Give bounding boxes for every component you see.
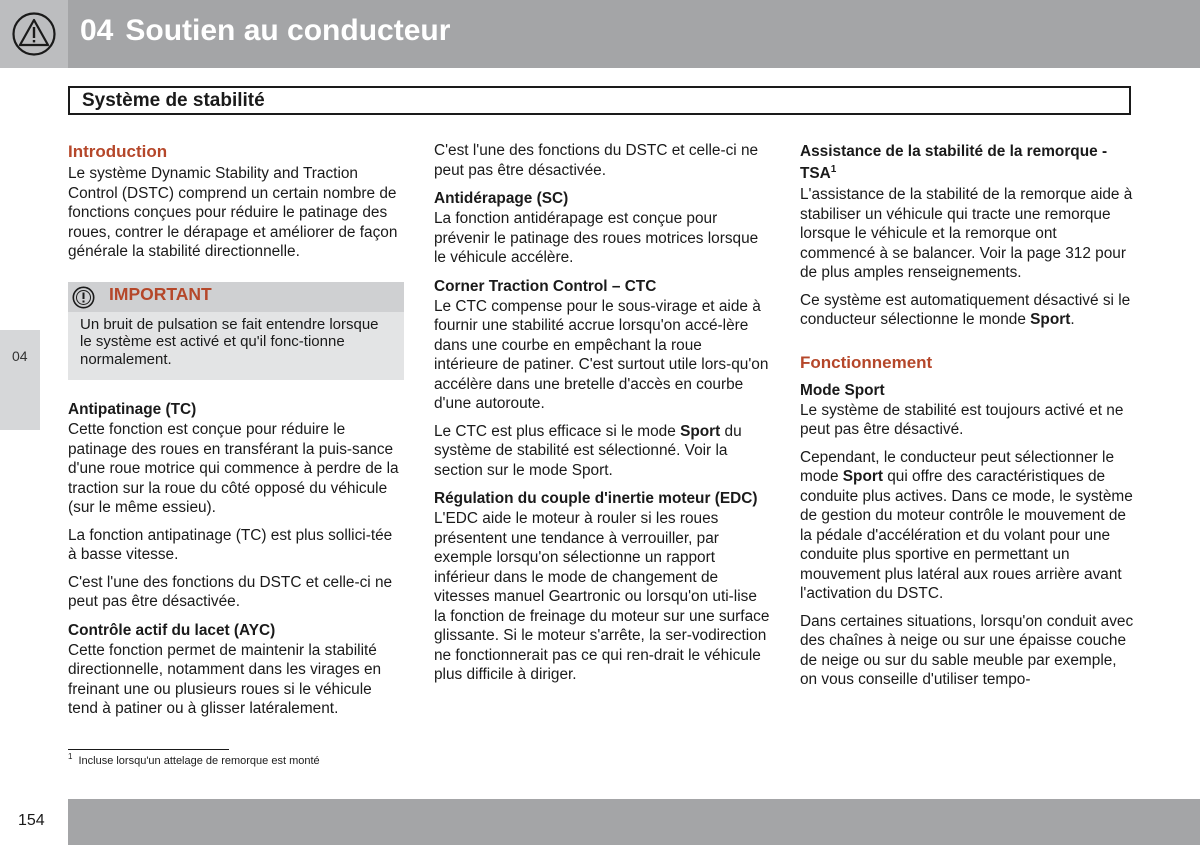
exclamation-circle-icon <box>72 286 95 309</box>
important-header <box>68 282 404 312</box>
sport-text-1: Le système de stabilité est toujours activé et ne peut pas être désactivé. <box>800 401 1124 438</box>
tsa-heading-text: Assistance de la stabilité de la remorque - TSA <box>800 143 1108 182</box>
column-2 <box>434 141 770 693</box>
sc-heading: Antidérapage (SC) <box>434 190 569 207</box>
important-label: IMPORTANT <box>109 283 212 304</box>
chapter-title-text: Soutien au conducteur <box>125 14 451 47</box>
ayc-text: Cette fonction permet de maintenir la stabilité directionnelle, notamment dans les virages en freinant une ou plusieurs roues si le véhicule tend à patiner ou à glisser latéralement. <box>68 641 382 717</box>
sport-text-2-part-a: Cependant, le conducteur peut sélectionner le mode <box>800 448 1115 485</box>
warning-triangle-icon <box>12 12 56 56</box>
tsa-text-2-part-a: Ce système est automatiquement désactivé si le conducteur sélectionne le monde <box>800 291 1131 328</box>
footnote-marker: 1 <box>68 752 73 762</box>
dstc-note-text: C'est l'une des fonctions du DSTC et celle-ci ne peut pas être désactivée. <box>434 142 759 179</box>
tsa-heading <box>800 141 1136 185</box>
header-icon-box <box>0 0 68 68</box>
fonctionnement-heading: Fonctionnement <box>800 352 933 372</box>
footnote <box>68 752 320 767</box>
ctc-heading: Corner Traction Control – CTC <box>434 277 657 295</box>
edc-text: L'EDC aide le moteur à rouler si les roues présentent une tendance à verrouiller, par exemple lorsqu'on sélectionne un rapport inférieur dans le mode de changement de vitesses manuel Geartronic ou lorsqu'on uti-lise la fonction de freinage du moteur sur une surface glissante. Si le moteur s'arrête, la ser-vodirection ne fonctionnerait pas ce qui ren-drait le véhicule plus difficile à diriger. <box>434 510 770 683</box>
sport-text-2-bold: Sport <box>842 468 883 485</box>
tc-heading: Antipatinage (TC) <box>68 401 197 418</box>
ctc-text-2 <box>434 422 770 481</box>
chapter-number: 04 <box>80 14 114 47</box>
edc-heading: Régulation du couple d'inertie moteur (EDC) <box>434 490 758 507</box>
footnote-rule <box>68 749 229 750</box>
tsa-text-2 <box>800 291 1136 330</box>
important-text: Un bruit de pulsation se fait entendre lorsque le système est activé et qu'il fonc-tionne normalement. <box>80 315 379 368</box>
ctc-text-1: Le CTC compense pour le sous-virage et aide à fournir une stabilité accrue lorsqu'on accé-lère dans une courbe en empêchant la roue intérieure de patiner. C'est surtout utile lors-qu'on accélère dans une bretelle d'accès en courbe d'une autoroute. <box>434 297 769 412</box>
footer-bar <box>68 799 1200 845</box>
tc-text-1: Cette fonction est conçue pour réduire le patinage des roues en transférant la puis-sance d'une roue motrice qui commence à perdre de la traction sur la roue du côté opposé du véhicule (sur le même essieu). <box>68 421 399 516</box>
tsa-text-2-part-b: . <box>1070 311 1075 328</box>
tsa-footnote-marker: 1 <box>830 163 837 175</box>
ctc-text-2-bold: Sport <box>680 422 721 440</box>
page-number: 154 <box>18 812 45 829</box>
sport-text-2 <box>800 448 1136 604</box>
ctc-text-2-part-b: du système de stabilité est sélectionné. Voir la section sur le mode Sport. <box>434 422 742 479</box>
tsa-text-2-bold: Sport <box>1030 311 1071 328</box>
sport-text-2-part-b: qui offre des caractéristiques de conduite plus actives. Dans ce mode, le système de gestion du moteur contrôle le mouvement de la pédale d'accélération et du volant pour une conduite plus sportive en permettant un mouvement plus latéral aux roues arrière avant l'activation du DSTC. <box>800 468 1133 602</box>
column-3 <box>800 141 1136 698</box>
chapter-title <box>80 14 450 48</box>
column-1 <box>68 141 404 727</box>
footnote-text: Incluse lorsqu'un attelage de remorque est monté <box>78 755 320 767</box>
mode-sport-heading: Mode Sport <box>800 381 885 399</box>
intro-text: Le système Dynamic Stability and Traction Control (DSTC) comprend un certain nombre de fonctions conçues pour réduire le patinage des roues, contrer le dérapage et améliorer de façon générale la stabilité directionnelle. <box>68 165 398 260</box>
side-chapter-tab <box>0 330 40 430</box>
sc-text: La fonction antidérapage est conçue pour prévenir le patinage des roues motrices lorsque le véhicule accélère. <box>434 210 759 266</box>
ayc-heading: Contrôle actif du lacet (AYC) <box>68 621 276 639</box>
section-title-box <box>68 86 1131 115</box>
sport-text-3: Dans certaines situations, lorsqu'on conduit avec des chaînes à neige ou sur une épaisse couche de neige ou sur du sable meuble par exemple, on vous conseille d'utiliser tempo- <box>800 612 1134 688</box>
tc-text-2: La fonction antipatinage (TC) est plus sollici-tée à basse vitesse. <box>68 526 393 563</box>
tsa-text-1: L'assistance de la stabilité de la remorque aide à stabiliser un véhicule qui tracte une remorque lorsque le véhicule et la remorque ont commencé à se balancer. Voir la page 312 pour de plus amples renseignements. <box>800 186 1133 281</box>
ctc-text-2-part-a: Le CTC est plus efficace si le mode <box>434 422 681 440</box>
section-title: Système de stabilité <box>82 90 265 111</box>
important-notice <box>68 282 404 381</box>
side-chapter-tab-label: 04 <box>12 348 28 364</box>
tc-text-3: C'est l'une des fonctions du DSTC et celle-ci ne peut pas être désactivée. <box>68 573 393 610</box>
intro-heading: Introduction <box>68 142 168 161</box>
